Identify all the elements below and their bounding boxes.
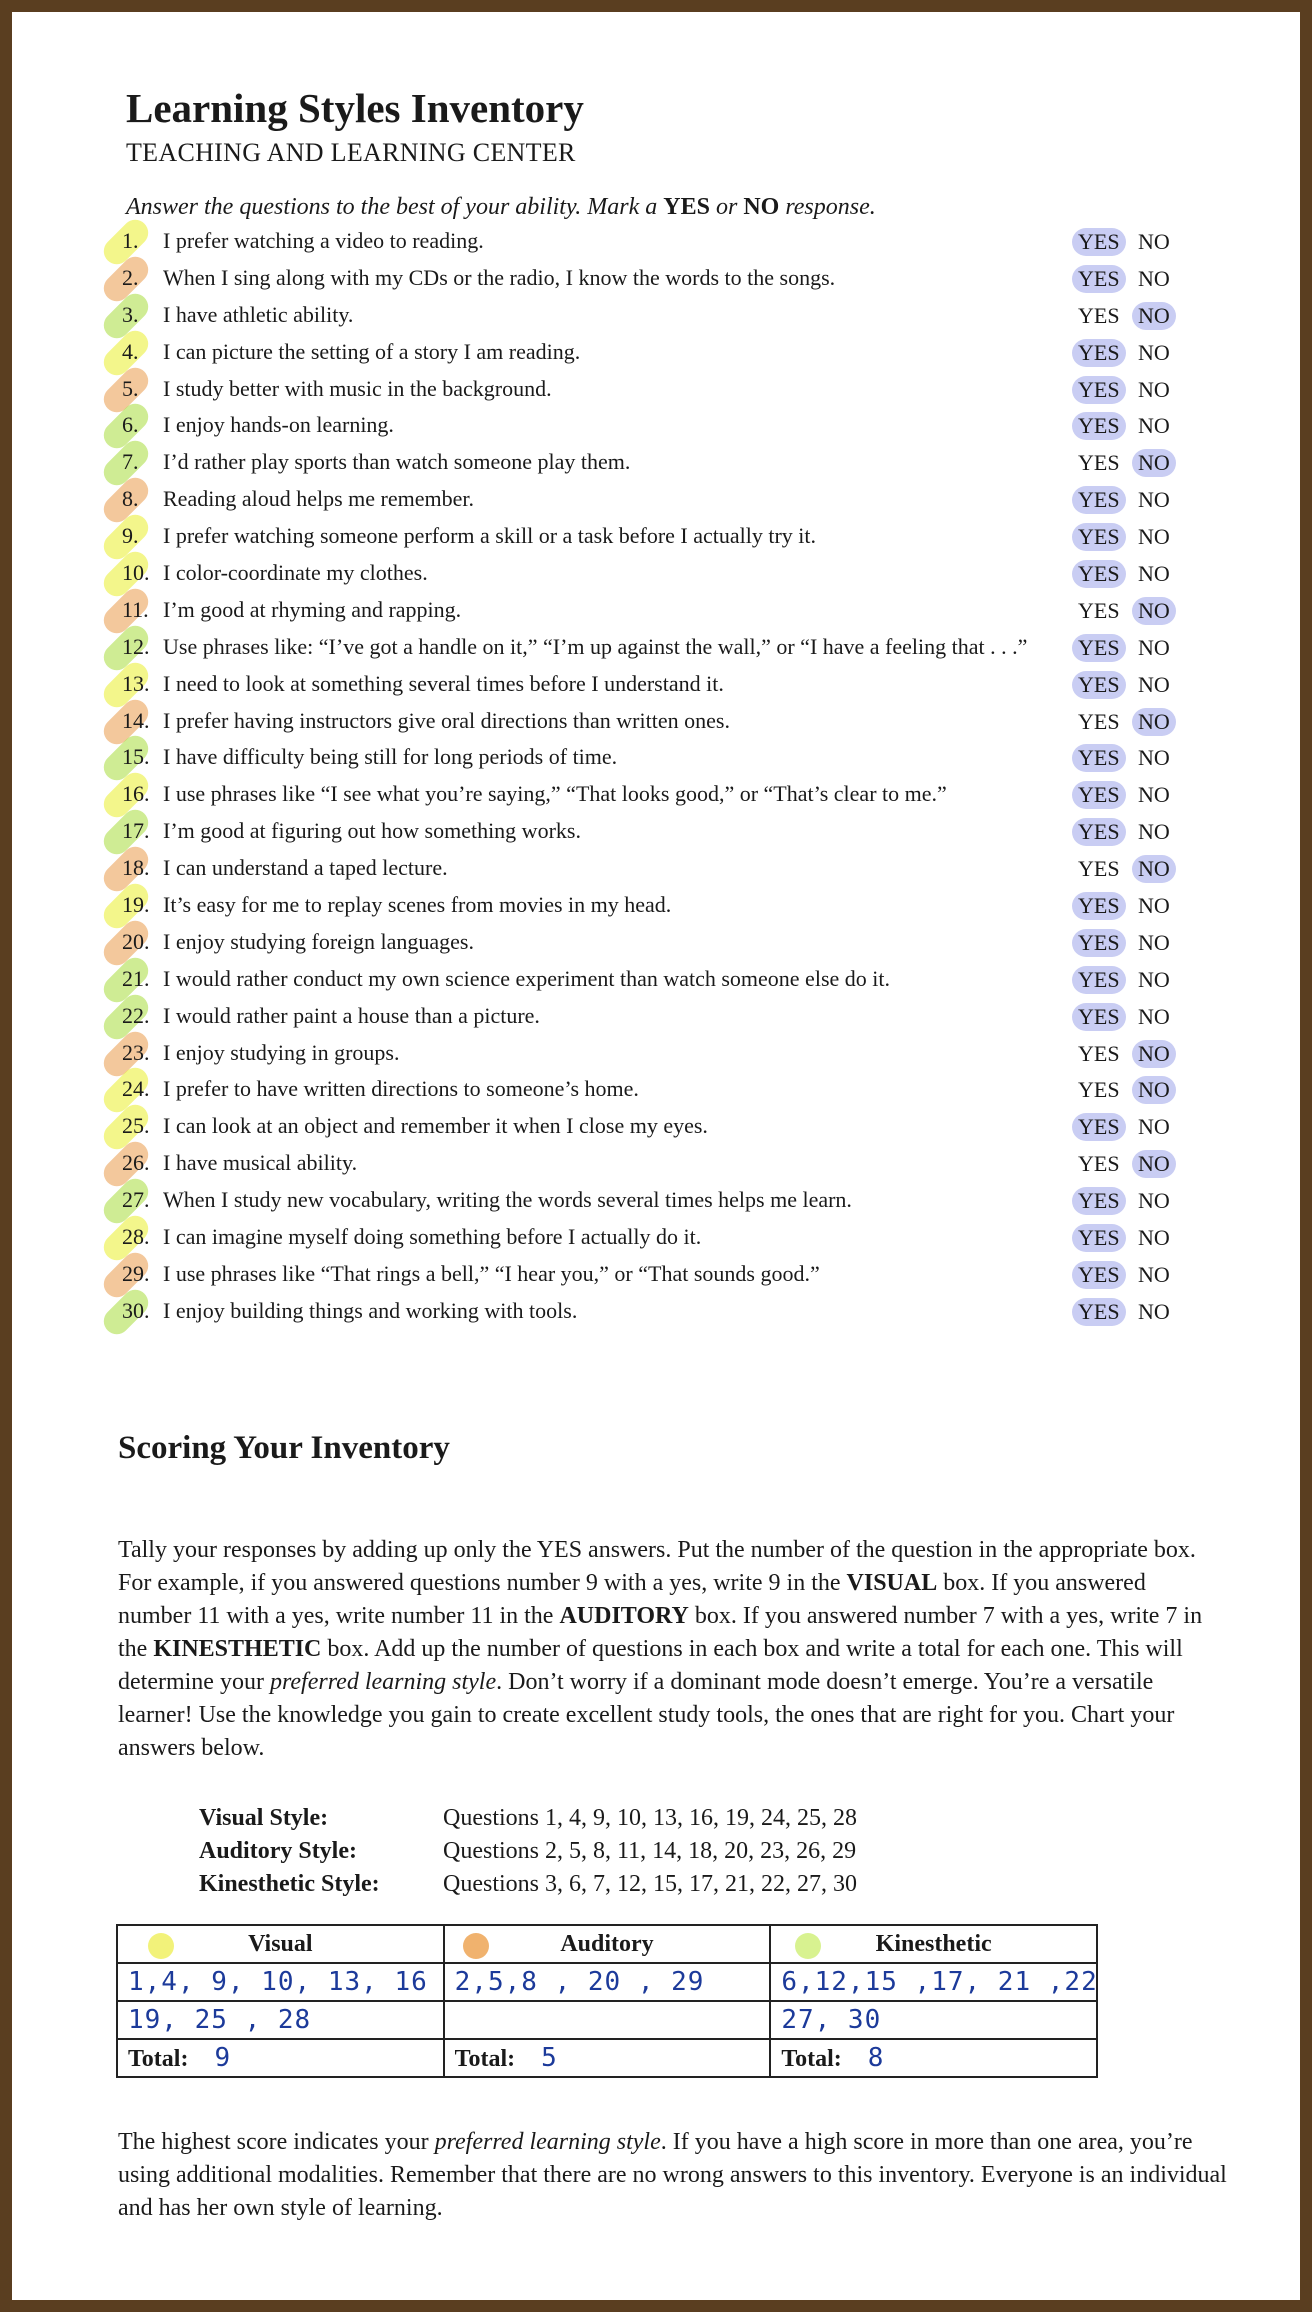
- auditory-total: 5: [541, 2043, 558, 2073]
- question-row: [12, 962, 1300, 999]
- question-text: I’m good at rhyming and rapping.: [163, 596, 462, 622]
- no-option[interactable]: NO: [1132, 855, 1176, 883]
- no-option[interactable]: NO: [1132, 708, 1176, 736]
- question-text: I can look at an object and remember it when I close my eyes.: [163, 1113, 708, 1139]
- question-number: 11.: [122, 596, 149, 622]
- question-text: I have difficulty being still for long periods of time.: [163, 744, 618, 770]
- yes-option[interactable]: YES: [1078, 856, 1120, 882]
- auditory-entries-2[interactable]: [444, 2001, 771, 2039]
- yes-option[interactable]: YES: [1072, 1224, 1126, 1252]
- kinesthetic-entries-2[interactable]: 27, 30: [770, 2001, 1097, 2039]
- question-text: I have musical ability.: [163, 1150, 358, 1176]
- instructions: [126, 194, 876, 221]
- question-row: [12, 224, 1300, 261]
- yes-option[interactable]: YES: [1072, 376, 1126, 404]
- question-row: [12, 888, 1300, 925]
- style-key: [199, 1802, 899, 1901]
- closing-emphasis: preferred learning style: [434, 2129, 661, 2155]
- question-number: 19.: [122, 892, 150, 918]
- question-number: 24.: [122, 1076, 150, 1102]
- kinesthetic-total: 8: [867, 2043, 885, 2073]
- no-option[interactable]: NO: [1138, 1225, 1170, 1251]
- yes-option[interactable]: YES: [1072, 412, 1126, 440]
- style-questions: Questions 3, 6, 7, 12, 15, 17, 21, 22, 27, 30: [443, 1871, 857, 1897]
- yes-option[interactable]: YES: [1072, 892, 1126, 920]
- question-number: 1.: [122, 228, 139, 253]
- question-text: I need to look at something several times before I understand it.: [163, 670, 724, 696]
- question-row: [12, 372, 1300, 409]
- style-questions: Questions 1, 4, 9, 10, 13, 16, 19, 24, 25, 28: [443, 1805, 857, 1831]
- no-option[interactable]: NO: [1138, 929, 1170, 955]
- question-text: I have athletic ability.: [163, 301, 354, 327]
- question-number: 13.: [122, 670, 150, 696]
- question-text: I can imagine myself doing something before I actually do it.: [163, 1224, 702, 1250]
- no-option[interactable]: NO: [1138, 229, 1170, 254]
- question-row: [12, 1294, 1300, 1331]
- question-text: I enjoy studying in groups.: [163, 1039, 400, 1065]
- header-label: Kinesthetic: [875, 1930, 992, 1957]
- question-row: [12, 740, 1300, 777]
- tally-row-2: [117, 2001, 1097, 2039]
- total-label: Total:: [454, 2046, 516, 2072]
- no-option[interactable]: NO: [1132, 302, 1176, 330]
- tally-header-kinesthetic: [770, 1925, 1097, 1963]
- green-dot-icon: [795, 1933, 821, 1959]
- no-option[interactable]: NO: [1138, 782, 1170, 808]
- question-number: 10.: [122, 560, 150, 586]
- header-label: Visual: [248, 1930, 313, 1957]
- question-number: 27.: [122, 1187, 150, 1213]
- instructions-or: or: [709, 194, 744, 220]
- yes-option[interactable]: YES: [1072, 265, 1126, 293]
- yes-option[interactable]: YES: [1072, 818, 1126, 846]
- no-option[interactable]: NO: [1138, 1003, 1170, 1029]
- question-number: 14.: [122, 707, 150, 733]
- question-number: 30.: [122, 1297, 150, 1323]
- no-option[interactable]: NO: [1138, 1298, 1170, 1324]
- scoring-auditory: AUDITORY: [559, 1603, 689, 1629]
- no-option[interactable]: NO: [1138, 413, 1170, 439]
- question-number: 2.: [122, 264, 139, 290]
- no-option[interactable]: NO: [1138, 819, 1170, 845]
- question-text: I prefer watching someone perform a skill or a task before I actually try it.: [163, 523, 817, 549]
- scoring-text-2: box. If you answered number 11 with a yes, write number 11 in the: [118, 1570, 1146, 1629]
- question-text: I use phrases like “That rings a bell,” “I hear you,” or “That sounds good.”: [163, 1260, 820, 1286]
- orange-dot-icon: [463, 1933, 489, 1959]
- tally-header-visual: [117, 1925, 444, 1963]
- scoring-text-5: . Don’t worry if a dominant mode doesn’t emerge. You’re a versatile learner! Use the knowledge you gain to create excellent study tools, the ones that are right for you. Chart your answers below.: [118, 1669, 1175, 1761]
- no-option[interactable]: NO: [1138, 966, 1170, 992]
- question-row: [12, 777, 1300, 814]
- question-list: [12, 224, 1300, 1331]
- question-number: 17.: [122, 818, 150, 844]
- instructions-no: NO: [743, 194, 780, 220]
- no-option[interactable]: NO: [1138, 671, 1170, 697]
- question-text: I can picture the setting of a story I am reading.: [163, 338, 581, 364]
- question-row: [12, 667, 1300, 704]
- yes-option[interactable]: YES: [1072, 634, 1126, 662]
- question-row: [12, 445, 1300, 482]
- question-row: [12, 1146, 1300, 1183]
- yes-option[interactable]: YES: [1078, 708, 1120, 734]
- yes-option[interactable]: YES: [1072, 560, 1126, 588]
- question-text: I study better with music in the background.: [163, 375, 552, 401]
- question-text: I color-coordinate my clothes.: [163, 560, 428, 586]
- yes-option[interactable]: YES: [1072, 1113, 1126, 1141]
- kinesthetic-total-cell[interactable]: [770, 2039, 1097, 2077]
- closing-text-2: . If you have a high score in more than one area, you’re using additional modalities. Remember that there are no wrong answers to this inventory. Everyone is an individual and has her own style of learning.: [118, 2129, 1227, 2221]
- instructions-text: Answer the questions to the best of your ability. Mark a: [126, 194, 664, 220]
- yes-option[interactable]: YES: [1072, 1298, 1126, 1326]
- question-text: I would rather paint a house than a picture.: [163, 1002, 540, 1028]
- no-option[interactable]: NO: [1138, 893, 1170, 919]
- question-text: Reading aloud helps me remember.: [163, 486, 474, 512]
- yes-option[interactable]: YES: [1078, 450, 1120, 476]
- yes-option[interactable]: YES: [1072, 781, 1126, 809]
- scoring-instructions: [118, 1534, 1218, 1765]
- yes-option[interactable]: YES: [1078, 1040, 1120, 1066]
- yes-option[interactable]: YES: [1072, 1003, 1126, 1031]
- header-label: Auditory: [560, 1930, 654, 1957]
- yes-option[interactable]: YES: [1078, 1151, 1120, 1177]
- style-line-kinesthetic: [199, 1868, 899, 1901]
- question-number: 16.: [122, 781, 150, 807]
- question-row: [12, 335, 1300, 372]
- visual-entries-1[interactable]: 1,4, 9, 10, 13, 16: [117, 1963, 444, 2001]
- question-row: [12, 1109, 1300, 1146]
- style-line-visual: [199, 1802, 899, 1835]
- question-row: [12, 556, 1300, 593]
- question-number: 23.: [122, 1039, 150, 1065]
- question-row: [12, 704, 1300, 741]
- question-number: 22.: [122, 1002, 150, 1028]
- style-name: Auditory Style:: [199, 1838, 357, 1864]
- no-option[interactable]: NO: [1132, 1076, 1176, 1104]
- question-row: [12, 1183, 1300, 1220]
- question-text: It’s easy for me to replay scenes from movies in my head.: [163, 892, 672, 918]
- no-option[interactable]: NO: [1138, 487, 1170, 513]
- question-number: 15.: [122, 744, 150, 770]
- tally-header-row: [117, 1925, 1097, 1963]
- yes-option[interactable]: YES: [1072, 671, 1126, 699]
- scoring-text-4: box. Add up the number of questions in each box and write a total for each one. This will determine your: [118, 1636, 1183, 1695]
- yes-option[interactable]: YES: [1072, 744, 1126, 772]
- question-text: When I sing along with my CDs or the radio, I know the words to the songs.: [163, 264, 836, 290]
- total-label: Total:: [128, 2046, 189, 2072]
- style-questions: Questions 2, 5, 8, 11, 14, 18, 20, 23, 26, 29: [443, 1838, 857, 1864]
- question-row: [12, 630, 1300, 667]
- no-option[interactable]: NO: [1138, 265, 1170, 291]
- no-option[interactable]: NO: [1138, 339, 1170, 365]
- question-text: I enjoy building things and working with tools.: [163, 1297, 578, 1323]
- scoring-text-3: box. If you answered number 7 with a yes, write 7 in the: [118, 1603, 1203, 1662]
- no-option[interactable]: NO: [1132, 449, 1176, 477]
- closing-text-1: The highest score indicates your: [118, 2129, 435, 2155]
- yes-option[interactable]: YES: [1072, 929, 1126, 957]
- no-option[interactable]: NO: [1138, 1188, 1170, 1214]
- no-option[interactable]: NO: [1132, 1150, 1176, 1178]
- yes-option[interactable]: YES: [1072, 1187, 1126, 1215]
- question-number: 21.: [122, 965, 150, 991]
- question-number: 7.: [122, 449, 139, 475]
- yes-option[interactable]: YES: [1072, 339, 1126, 367]
- question-text: I can understand a taped lecture.: [163, 855, 448, 881]
- question-text: I enjoy hands-on learning.: [163, 412, 394, 438]
- tally-total-row: [117, 2039, 1097, 2077]
- yes-option[interactable]: YES: [1072, 523, 1126, 551]
- style-line-auditory: [199, 1835, 899, 1868]
- question-number: 26.: [122, 1150, 150, 1176]
- yes-option[interactable]: YES: [1072, 966, 1126, 994]
- no-option[interactable]: NO: [1138, 376, 1170, 402]
- question-row: [12, 925, 1300, 962]
- no-option[interactable]: NO: [1138, 1114, 1170, 1140]
- yes-option[interactable]: YES: [1078, 597, 1120, 623]
- no-option[interactable]: NO: [1138, 561, 1170, 587]
- total-label: Total:: [781, 2046, 842, 2072]
- question-number: 6.: [122, 412, 139, 438]
- scoring-text-1: Tally your responses by adding up only the YES answers. Put the number of the question in the appropriate box. For example, if you answered questions number 9 with a yes, write 9 in the: [118, 1537, 1196, 1596]
- question-row: [12, 519, 1300, 556]
- question-number: 25.: [122, 1113, 150, 1139]
- question-row: [12, 408, 1300, 445]
- style-name: Visual Style:: [199, 1805, 329, 1831]
- question-number: 28.: [122, 1224, 150, 1250]
- closing-paragraph: [118, 2126, 1228, 2225]
- question-row: [12, 999, 1300, 1036]
- question-row: [12, 1072, 1300, 1109]
- question-text: I’d rather play sports than watch someone play them.: [163, 449, 631, 475]
- question-number: 9.: [122, 523, 139, 549]
- question-row: [12, 1036, 1300, 1073]
- page-title: Learning Styles Inventory: [126, 85, 584, 131]
- question-text: Use phrases like: “I’ve got a handle on it,” “I’m up against the wall,” or “I have a feeling that . . .”: [163, 633, 1028, 659]
- kinesthetic-entries-1[interactable]: 6,12,15 ,17, 21 ,22: [770, 1963, 1097, 2001]
- question-text: I enjoy studying foreign languages.: [163, 928, 474, 954]
- auditory-entries-1[interactable]: 2,5,8 , 20 , 29: [444, 1963, 771, 2001]
- question-row: [12, 1220, 1300, 1257]
- question-row: [12, 261, 1300, 298]
- visual-entries-2[interactable]: 19, 25 , 28: [117, 2001, 444, 2039]
- question-text: I prefer to have written directions to someone’s home.: [163, 1076, 639, 1102]
- no-option[interactable]: NO: [1138, 745, 1170, 771]
- question-text: I would rather conduct my own science experiment than watch someone else do it.: [163, 965, 890, 991]
- no-option[interactable]: NO: [1138, 634, 1170, 660]
- question-number: 8.: [122, 486, 139, 512]
- question-text: I’m good at figuring out how something works.: [163, 818, 581, 844]
- question-text: I use phrases like “I see what you’re saying,” “That looks good,” or “That’s clear to me.”: [163, 781, 947, 807]
- question-number: 29.: [122, 1260, 150, 1286]
- instructions-yes: YES: [663, 194, 710, 220]
- inventory-page: [12, 12, 1300, 2300]
- yes-option[interactable]: YES: [1072, 486, 1126, 514]
- auditory-total-cell[interactable]: [444, 2039, 771, 2077]
- question-number: 4.: [122, 338, 139, 364]
- scoring-kinesthetic: KINESTHETIC: [153, 1636, 322, 1662]
- question-row: [12, 851, 1300, 888]
- visual-total-cell[interactable]: [117, 2039, 444, 2077]
- yes-option[interactable]: YES: [1078, 302, 1120, 328]
- question-number: 18.: [122, 855, 150, 881]
- question-text: I prefer watching a video to reading.: [163, 228, 484, 253]
- question-text: I prefer having instructors give oral directions than written ones.: [163, 707, 730, 733]
- no-option[interactable]: NO: [1138, 1261, 1170, 1287]
- question-row: [12, 814, 1300, 851]
- question-number: 3.: [122, 301, 139, 327]
- visual-total: 9: [214, 2043, 232, 2073]
- style-name: Kinesthetic Style:: [199, 1871, 380, 1897]
- no-option[interactable]: NO: [1132, 1040, 1176, 1068]
- question-number: 20.: [122, 928, 150, 954]
- no-option[interactable]: NO: [1138, 524, 1170, 550]
- yellow-dot-icon: [148, 1933, 174, 1959]
- yes-option[interactable]: YES: [1078, 1077, 1120, 1103]
- scoring-title: Scoring Your Inventory: [118, 1430, 450, 1466]
- tally-header-auditory: [444, 1925, 771, 1963]
- question-number: 5.: [122, 375, 139, 401]
- question-text: When I study new vocabulary, writing the words several times helps me learn.: [163, 1187, 852, 1213]
- question-row: [12, 1257, 1300, 1294]
- tally-row-1: [117, 1963, 1097, 2001]
- question-number: 12.: [122, 633, 150, 659]
- yes-option[interactable]: YES: [1072, 228, 1126, 256]
- question-row: [12, 593, 1300, 630]
- yes-option[interactable]: YES: [1072, 1261, 1126, 1289]
- scoring-emphasis: preferred learning style: [269, 1669, 497, 1695]
- instructions-end: response.: [779, 194, 876, 220]
- no-option[interactable]: NO: [1132, 597, 1176, 625]
- scoring-visual: VISUAL: [846, 1570, 938, 1596]
- question-row: [12, 482, 1300, 519]
- question-row: [12, 298, 1300, 335]
- tally-table: [116, 1924, 1098, 2078]
- page-subtitle: TEACHING AND LEARNING CENTER: [126, 138, 576, 167]
